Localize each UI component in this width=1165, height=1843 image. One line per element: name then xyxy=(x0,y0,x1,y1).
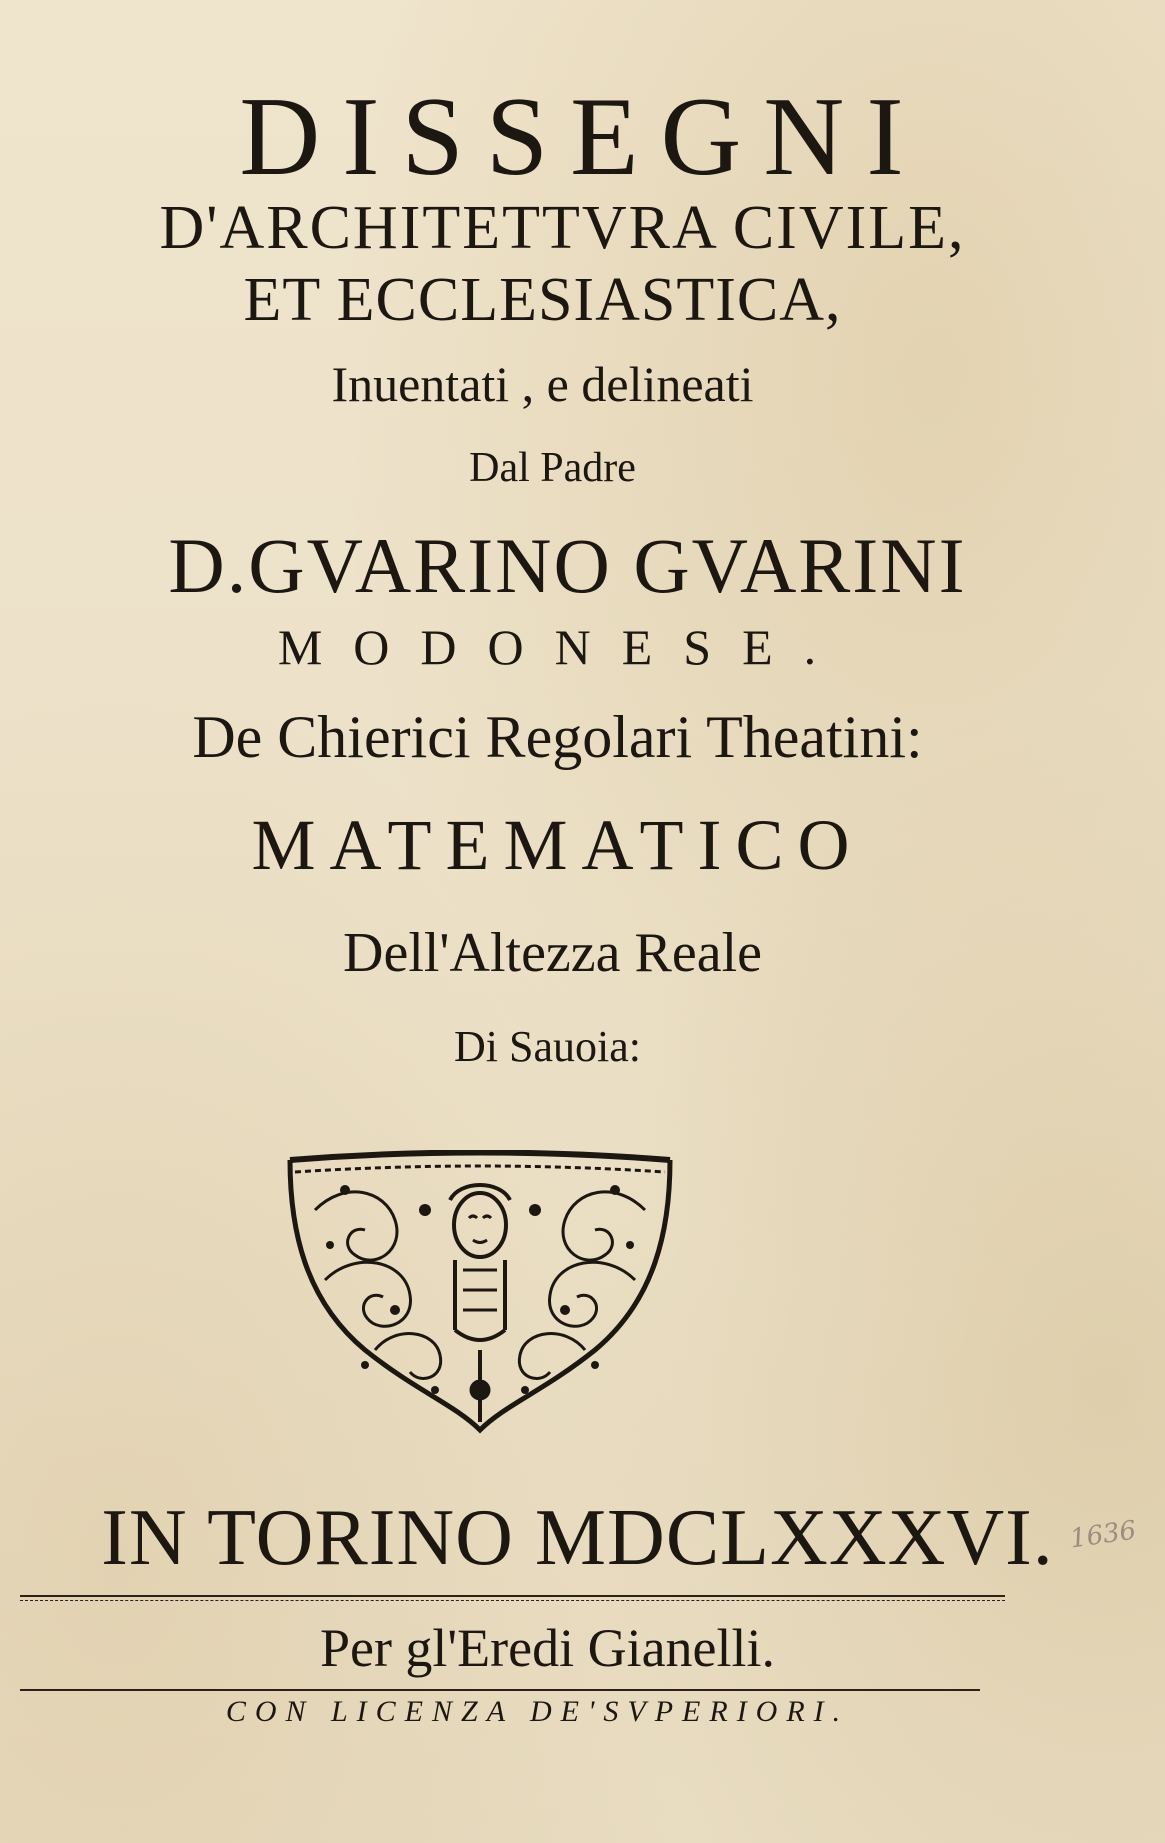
title-line-3: ET ECCLESIASTICA, xyxy=(243,266,842,334)
imprint-place-year: IN TORINO MDCLXXXVI. xyxy=(101,1494,1054,1582)
author-order: De Chierici Regolari Theatini: xyxy=(192,704,923,770)
divider-rule xyxy=(20,1595,1005,1597)
author-name: D.GVARINO GVARINI xyxy=(168,522,967,609)
main-title: DISSEGNI xyxy=(239,75,926,199)
printers-ornament-icon xyxy=(285,1150,675,1435)
court-line-1: Dell'Altezza Reale xyxy=(343,922,762,984)
author-origin: MODONESE. xyxy=(277,619,848,675)
title-line-2: D'ARCHITETTVRA CIVILE, xyxy=(159,194,966,262)
handwritten-margin-note: 1636 xyxy=(1068,1515,1138,1555)
divider-rule xyxy=(20,1689,980,1691)
subtitle-line-1: Inuentati , e delineati xyxy=(331,356,754,412)
subtitle-line-2: Dal Padre xyxy=(469,445,636,491)
publisher-line: Per gl'Eredi Gianelli. xyxy=(319,1618,776,1678)
author-role: MATEMATICO xyxy=(251,805,864,885)
court-line-2: Di Sauoia: xyxy=(454,1022,641,1071)
divider-rule xyxy=(20,1600,1005,1601)
license-line: CON LICENZA DE'SVPERIORI. xyxy=(225,1695,850,1728)
